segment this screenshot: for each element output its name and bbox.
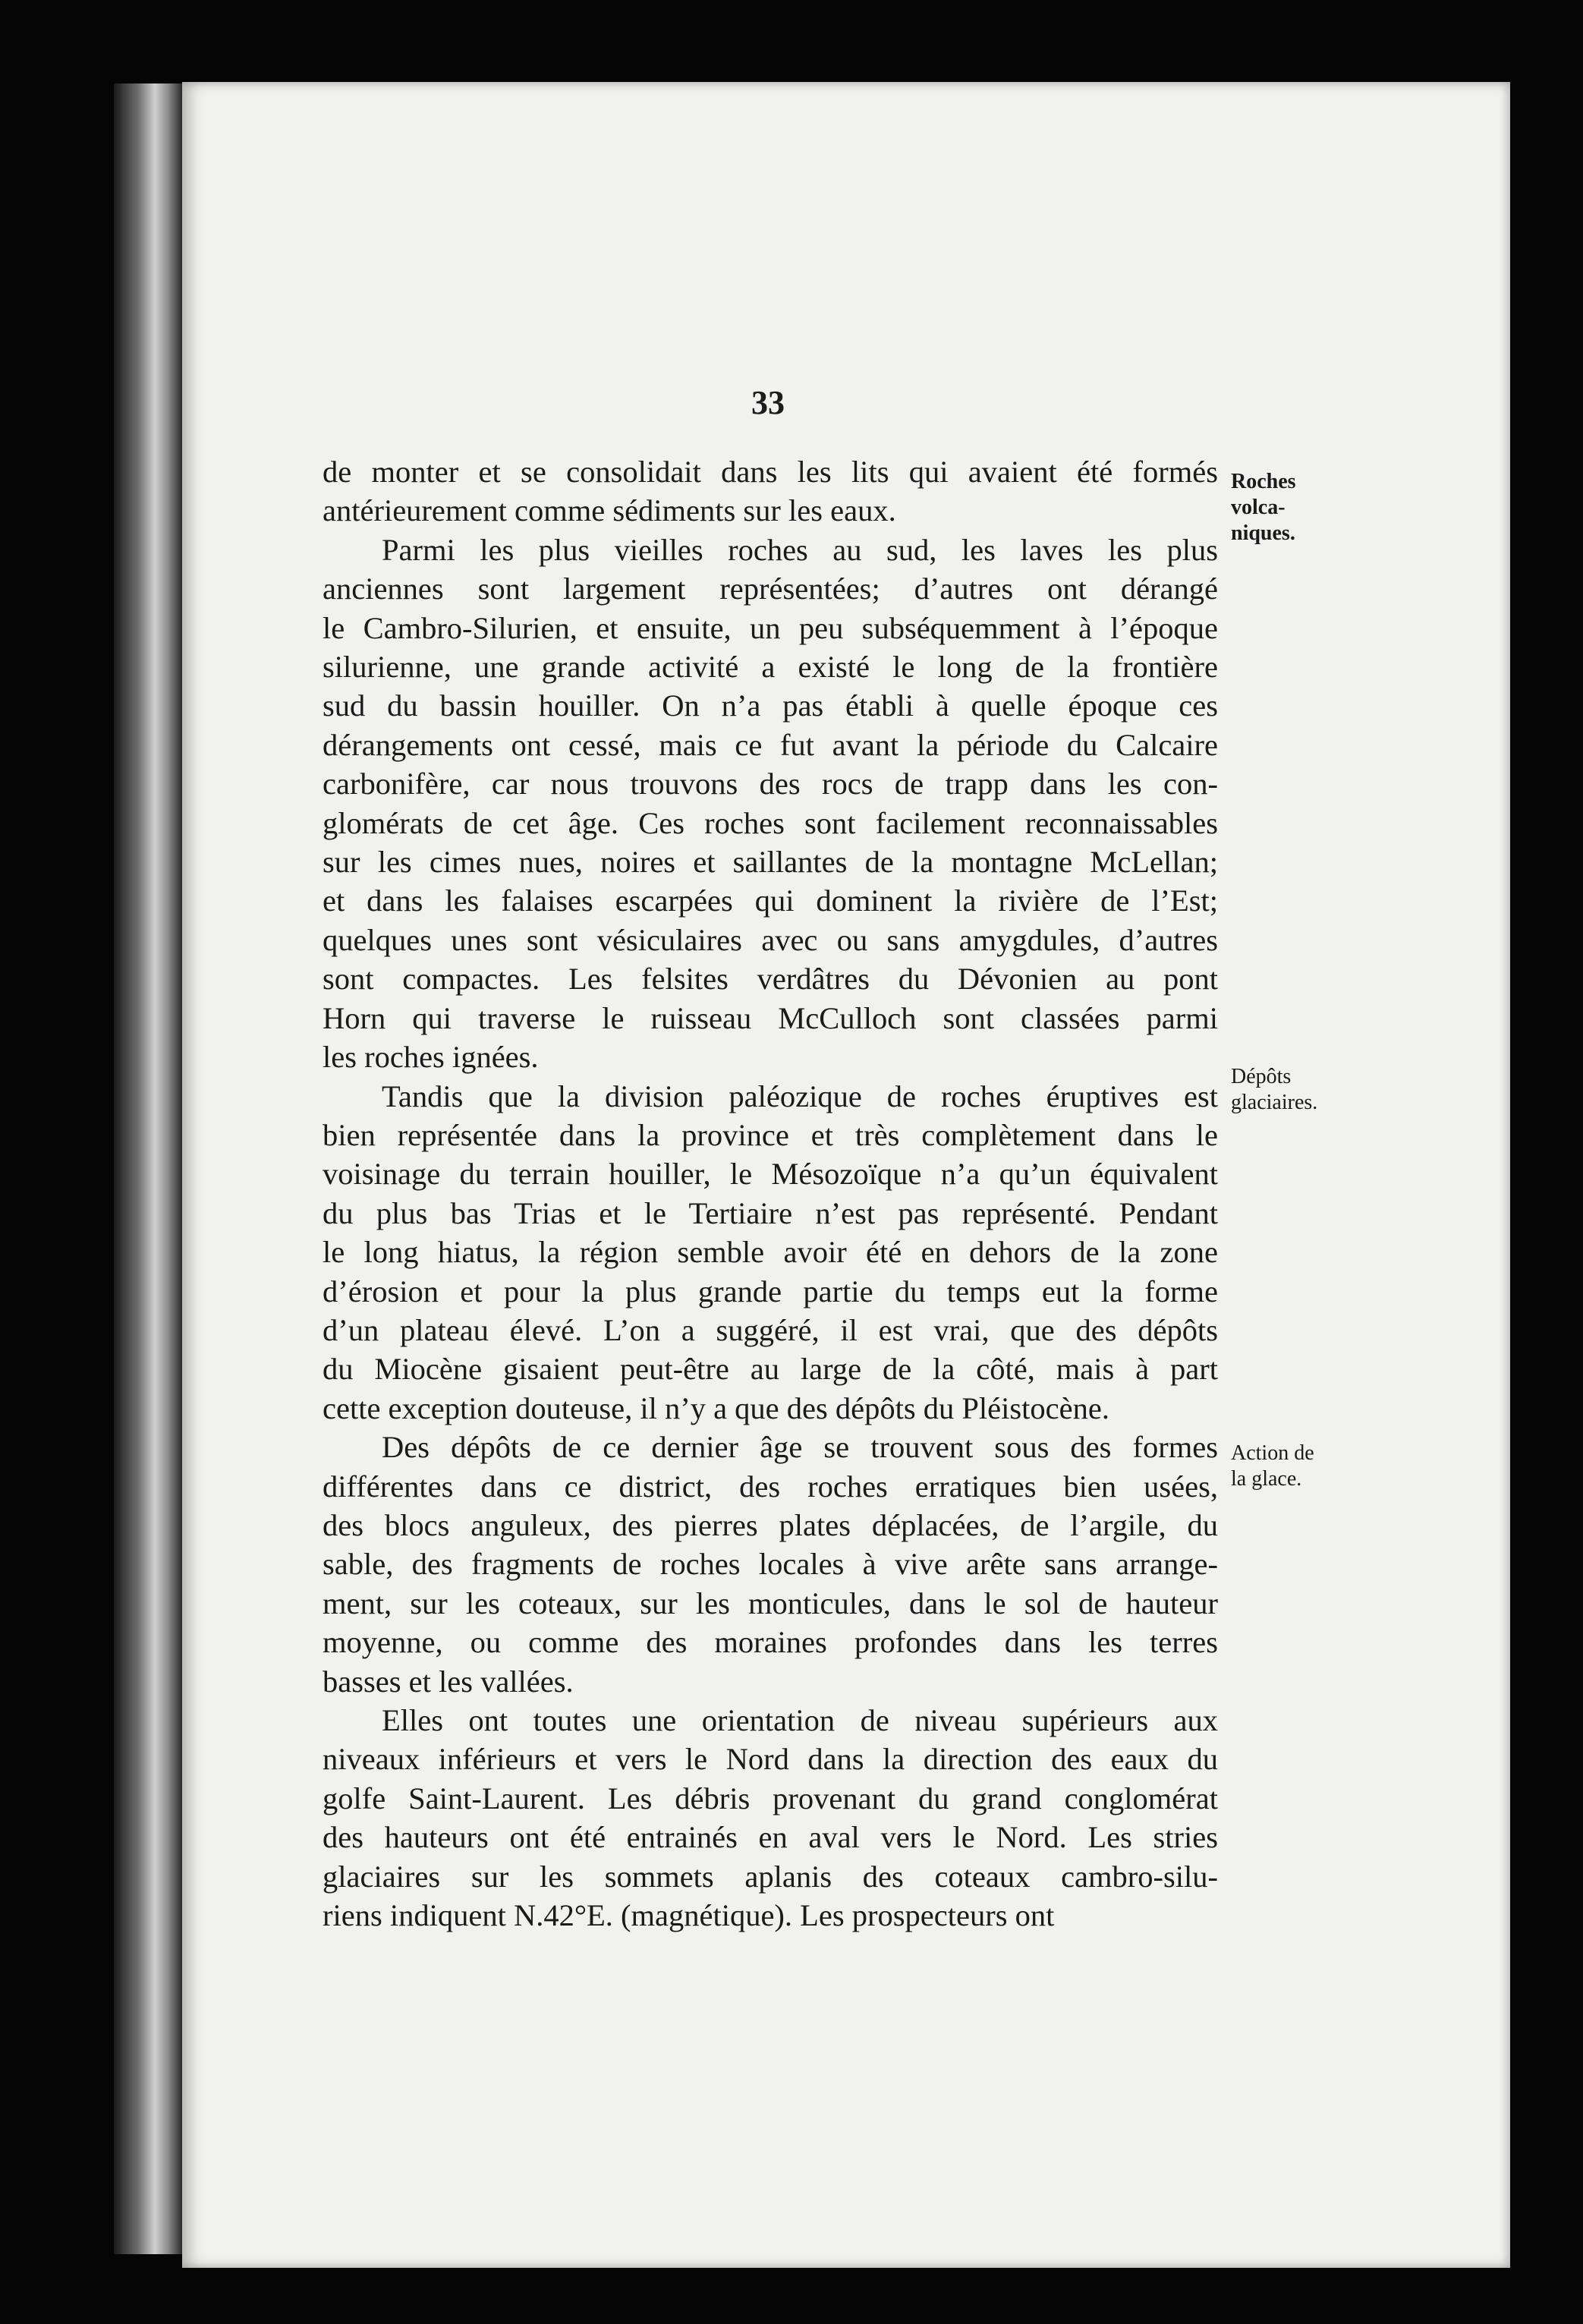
text-line: d’un plateau élevé. L’on a suggéré, il est vrai, que des dépôts [323,1312,1218,1347]
margin-note-action-de-la-glace [1231,1441,1314,1492]
margin-note-line: Action de [1231,1441,1314,1465]
text-line: Parmi les plus vieilles roches au sud, les laves les plus [382,532,1218,567]
text-line: du Miocène gisaient peut-être au large de la côté, mais à part [323,1352,1218,1387]
text-line: voisinage du terrain houiller, le Mésozoïque n’a qu’un équivalent [323,1157,1218,1192]
margin-note-roches-volcaniques [1231,469,1296,546]
text-line: sud du bassin houiller. On n’a pas établi à quelle époque ces [323,688,1218,723]
text-line: du plus bas Trias et le Tertiaire n’est pas représenté. Pendant [323,1195,1218,1230]
paragraph [323,1077,1218,1428]
text-line: des blocs anguleux, des pierres plates déplacées, de l’argile, du [323,1507,1218,1542]
paragraph [323,1428,1218,1701]
margin-note-line: Roches [1231,470,1296,493]
text-line: Tandis que la division paléozique de roches éruptives est [382,1079,1218,1113]
text-line: dérangements ont cessé, mais ce fut avant la période du Calcaire [323,727,1218,762]
text-line: cette exception douteuse, il n’y a que des dépôts du Pléistocène. [323,1390,1109,1425]
text-line: carbonifère, car nous trouvons des rocs de trapp dans les con- [323,767,1218,801]
page-number: 33 [751,384,785,421]
text-line: silurienne, une grande activité a existé le long de la frontière [323,650,1218,685]
text-line: anciennes sont largement représentées; d’autres ont dérangé [323,572,1218,606]
paragraph [323,531,1218,1077]
text-line: différentes dans ce district, des roches erratiques bien usées, [323,1469,1218,1504]
text-line: Horn qui traverse le ruisseau McCulloch sont classées parmi [323,1000,1218,1035]
paragraph [323,1701,1218,1935]
text-line: d’érosion et pour la plus grande partie du temps eut la forme [323,1274,1218,1308]
margin-note-line: niques. [1231,521,1295,545]
text-line: quelques unes sont vésiculaires avec ou sans amygdules, d’autres [323,922,1218,957]
margin-note-depots-glaciaires [1231,1064,1317,1116]
text-line: des hauteurs ont été entrainés en aval vers le Nord. Les stries [323,1820,1218,1855]
text-line: moyenne, ou comme des moraines profondes dans les terres [323,1625,1218,1660]
margin-note-line: la glace. [1231,1467,1302,1491]
text-line: le long hiatus, la région semble avoir été en dehors de la zone [323,1235,1218,1270]
text-line: glaciaires sur les sommets aplanis des coteaux cambro-silu- [323,1859,1218,1894]
margin-note-line: glaciaires. [1231,1091,1318,1114]
text-line: basses et les vallées. [323,1664,574,1699]
body-text [323,452,1218,1935]
text-line: sont compactes. Les felsites verdâtres du Dévonien au pont [323,962,1218,997]
text-line: le Cambro-Silurien, et ensuite, un peu subséquemment à l’époque [323,610,1218,645]
text-line: de monter et se consolidait dans les lits qui avaient été formés [323,455,1218,489]
text-line: riens indiquent N.42°E. (magnétique). Les prospecteurs ont [323,1898,1055,1933]
text-line: Elles ont toutes une orientation de niveau supérieurs aux [382,1703,1218,1737]
text-line: glomérats de cet âge. Ces roches sont facilement reconnaissables [323,805,1218,840]
text-line: et dans les falaises escarpées qui dominent la rivière de l’Est; [323,883,1218,918]
text-line: sable, des fragments de roches locales à vive arête sans arrange- [323,1547,1218,1582]
text-line: antérieurement comme sédiments sur les eaux. [323,493,896,528]
text-line: Des dépôts de ce dernier âge se trouvent sous des formes [382,1430,1218,1465]
margin-note-line: volca- [1231,496,1286,519]
margin-note-line: Dépôts [1231,1065,1292,1088]
text-line: ment, sur les coteaux, sur les monticules, dans le sol de hauteur [323,1586,1218,1620]
text-line: niveaux inférieurs et vers le Nord dans la direction des eaux du [323,1742,1218,1777]
paragraph [323,452,1218,531]
text-line: golfe Saint-Laurent. Les débris provenant du grand conglomérat [323,1781,1218,1815]
text-line: sur les cimes nues, noires et saillantes de la montagne McLellan; [323,845,1218,880]
book-binding [114,83,182,2254]
text-line: les roches ignées. [323,1040,539,1075]
text-line: bien représentée dans la province et très complètement dans le [323,1117,1218,1152]
